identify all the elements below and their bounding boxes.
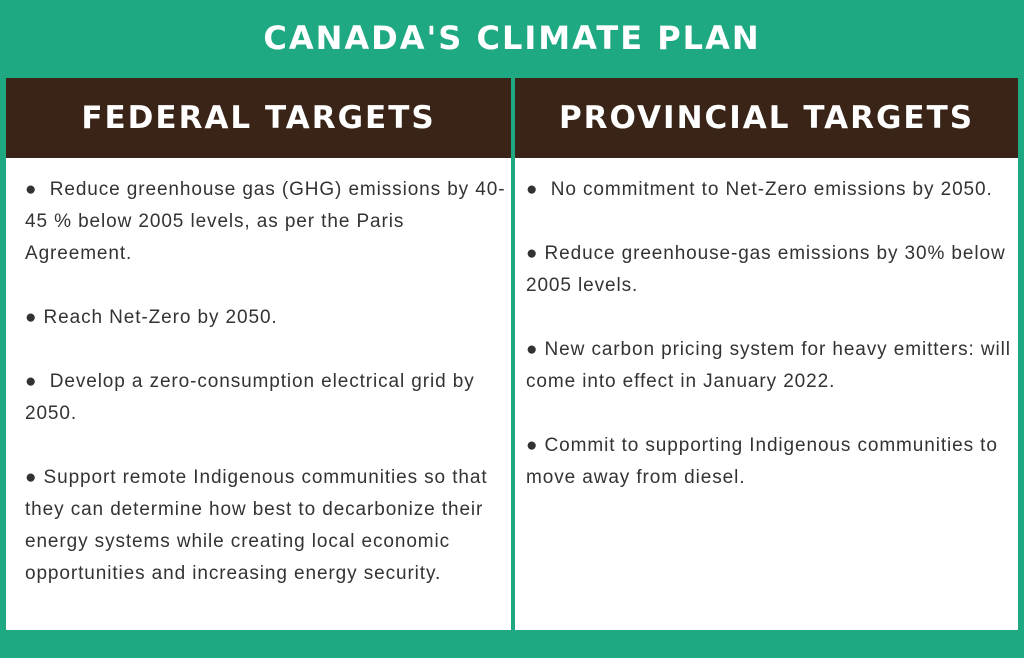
provincial-target-item: ● Reduce greenhouse-gas emissions by 30% below 2005 levels. (526, 243, 1012, 296)
federal-target-item: ● Reach Net-Zero by 2050. (25, 307, 278, 328)
federal-target-item: ● Support remote Indigenous communities so that they can determine how best to decarbonize their energy systems while creating local economic opportunities and increasing energy security. (25, 467, 494, 584)
federal-targets-column (6, 78, 511, 630)
provincial-target-item: ● Commit to supporting Indigenous communities to move away from diesel. (526, 435, 1005, 488)
provincial-targets-column (515, 78, 1018, 630)
page-title: CANADA'S CLIMATE PLAN (263, 18, 761, 57)
federal-targets-list (6, 158, 511, 590)
federal-target-item: ● Reduce greenhouse gas (GHG) emissions by 40-45 % below 2005 levels, as per the Paris Agreement. (25, 179, 506, 264)
provincial-targets-list (515, 158, 1018, 494)
provincial-target-item: ● No commitment to Net-Zero emissions by 2050. (526, 179, 993, 200)
federal-targets-heading: FEDERAL TARGETS (6, 78, 511, 158)
provincial-target-item: ● New carbon pricing system for heavy emitters: will come into effect in January 2022. (526, 339, 1018, 392)
provincial-targets-heading: PROVINCIAL TARGETS (515, 78, 1018, 158)
federal-target-item: ● Develop a zero-consumption electrical grid by 2050. (25, 371, 481, 424)
